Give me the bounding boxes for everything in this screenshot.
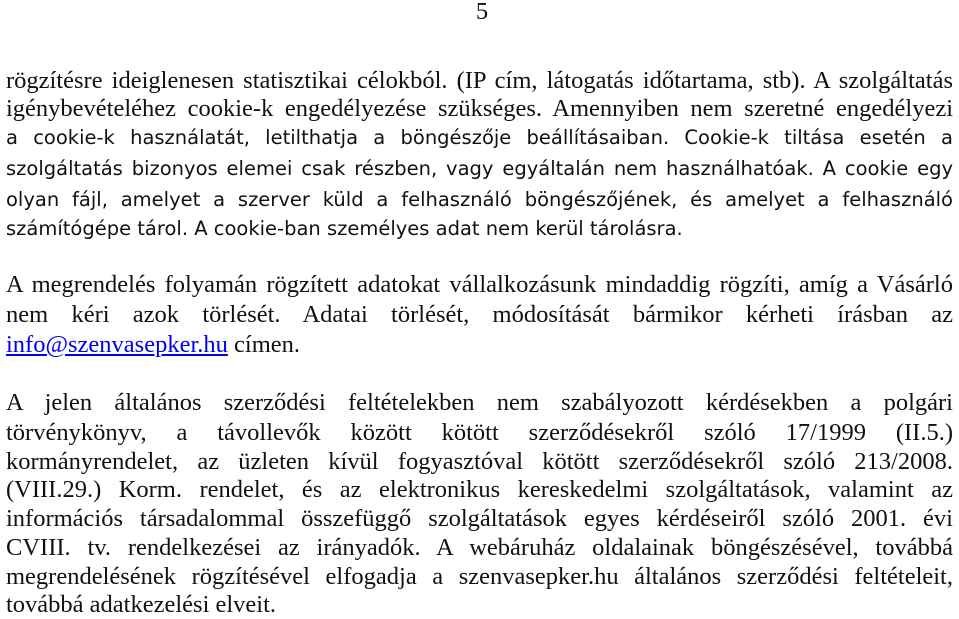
paragraph-line: szolgáltatás bizonyos elemei csak részben, vagy egyáltalán nem használhatóak. A cookie egy <box>6 157 953 180</box>
contact-line-suffix: címen. <box>227 331 301 358</box>
paragraph-line: számítógépe tárol. A cookie-ban személyes adat nem kerül tárolásra. <box>6 217 683 240</box>
paragraph-line: A jelen általános szerződési feltételekben nem szabályozott kérdésekben a polgári <box>6 389 953 416</box>
paragraph-line: megrendelésének rögzítésével elfogadja a szenvasepker.hu általános szerződési feltételeit, <box>6 563 953 590</box>
paragraph-line: a cookie-k használatát, letilthatja a böngészője beállításaiban. Cookie-k tiltása esetén a <box>6 126 953 149</box>
paragraph-line: (VIII.29.) Korm. rendelet, és az elektronikus kereskedelmi szolgáltatások, valamint az <box>6 476 953 503</box>
paragraph-line: igénybevételéhez cookie-k engedélyezése szükséges. Amennyiben nem szeretné engedélyezi <box>6 95 953 122</box>
paragraph-line: információs társadalommal összefüggő szolgáltatások egyes kérdéseiről szóló 2001. évi <box>6 505 953 532</box>
contact-line <box>6 333 953 357</box>
paragraph-line: nem kéri azok törlését. Adatai törlését, módosítását bármikor kérheti írásban az <box>6 301 953 328</box>
paragraph-line: A megrendelés folyamán rögzített adatokat vállalkozásunk mindaddig rögzíti, amíg a Vásárló <box>6 271 953 298</box>
paragraph-line: olyan fájl, amelyet a szerver küld a felhasználó böngészőjének, és amelyet a felhasználó <box>6 188 953 211</box>
paragraph-line: törvénykönyv, a távollevők között kötött szerződésekről szóló 17/1999 (II.5.) <box>6 419 953 446</box>
page-number: 5 <box>475 0 489 25</box>
email-link[interactable]: info@szenvasepker.hu <box>6 331 228 358</box>
paragraph-line: kormányrendelet, az üzleten kívül fogyasztóval kötött szerződésekről szóló 213/2008. <box>6 448 953 475</box>
paragraph-line: rögzítésre ideiglenesen statisztikai célokból. (IP cím, látogatás időtartama, stb). A szolgáltatás <box>6 67 953 94</box>
paragraph-line: CVIII. tv. rendelkezései az irányadók. A webáruház oldalainak böngészésével, továbbá <box>6 534 953 561</box>
paragraph-line: továbbá adatkezelési elveit. <box>6 591 277 618</box>
